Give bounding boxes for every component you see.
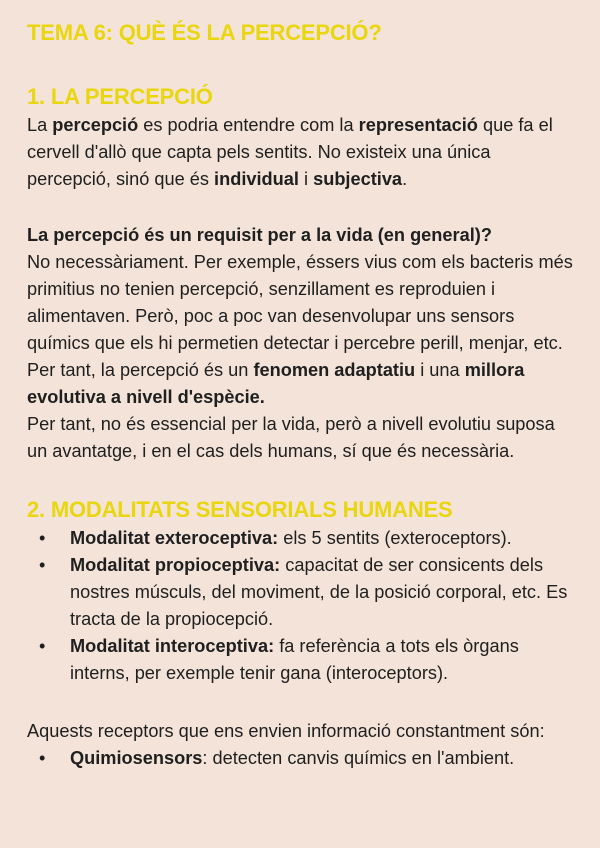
paragraph-definition: La percepció es podria entendre com la representació que fa el cervell d'allò que capta pels sentits. No existeix una única percepció, sinó que és individual i subjectiva. <box>27 115 553 189</box>
page-title: TEMA 6: QUÈ ÉS LA PERCEPCIÓ? <box>27 20 382 45</box>
section-heading-percepcio: 1. LA PERCEPCIÓ <box>27 84 213 109</box>
list-item: • Modalitat propioceptiva: capacitat de ser consicents dels nostres músculs, del moviment, de la posició corporal, etc. Es tracta de la propiocepció. <box>27 552 574 633</box>
bullet-icon: • <box>39 748 46 768</box>
bullet-icon: • <box>39 555 46 575</box>
bullet-icon: • <box>39 636 46 656</box>
receptors-list <box>27 745 574 772</box>
paragraph-receptors-intro: Aquests receptors que ens envien informació constantment són: <box>27 721 545 741</box>
section-heading-modalitats: 2. MODALITATS SENSORIALS HUMANES <box>27 497 453 522</box>
paragraph-conclusion: Per tant, no és essencial per la vida, però a nivell evolutiu suposa un avantatge, i en el cas dels humans, sí que és necessària. <box>27 414 555 461</box>
modalities-list <box>27 525 574 687</box>
question-heading: La percepció és un requisit per a la vida (en general)? <box>27 225 492 245</box>
bullet-icon: • <box>39 528 46 548</box>
paragraph-answer: No necessàriament. Per exemple, éssers vius com els bacteris més primitius no tenien percepció, senzillament es reproduien i alimentaven. Però, poc a poc van desenvolupar uns sensors químics que els hi permetien detectar i percebre perill, menjar, etc. Per tant, la percepció és un fenomen adaptatiu i una millora evolutiva a nivell d'espècie. <box>27 252 573 407</box>
list-item: • Modalitat exteroceptiva: els 5 sentits (exteroceptors). <box>27 525 574 552</box>
list-item: • Modalitat interoceptiva: fa referència a tots els òrgans interns, per exemple tenir gana (interoceptors). <box>27 633 574 687</box>
list-item: • Quimiosensors: detecten canvis químics en l'ambient. <box>27 745 574 772</box>
